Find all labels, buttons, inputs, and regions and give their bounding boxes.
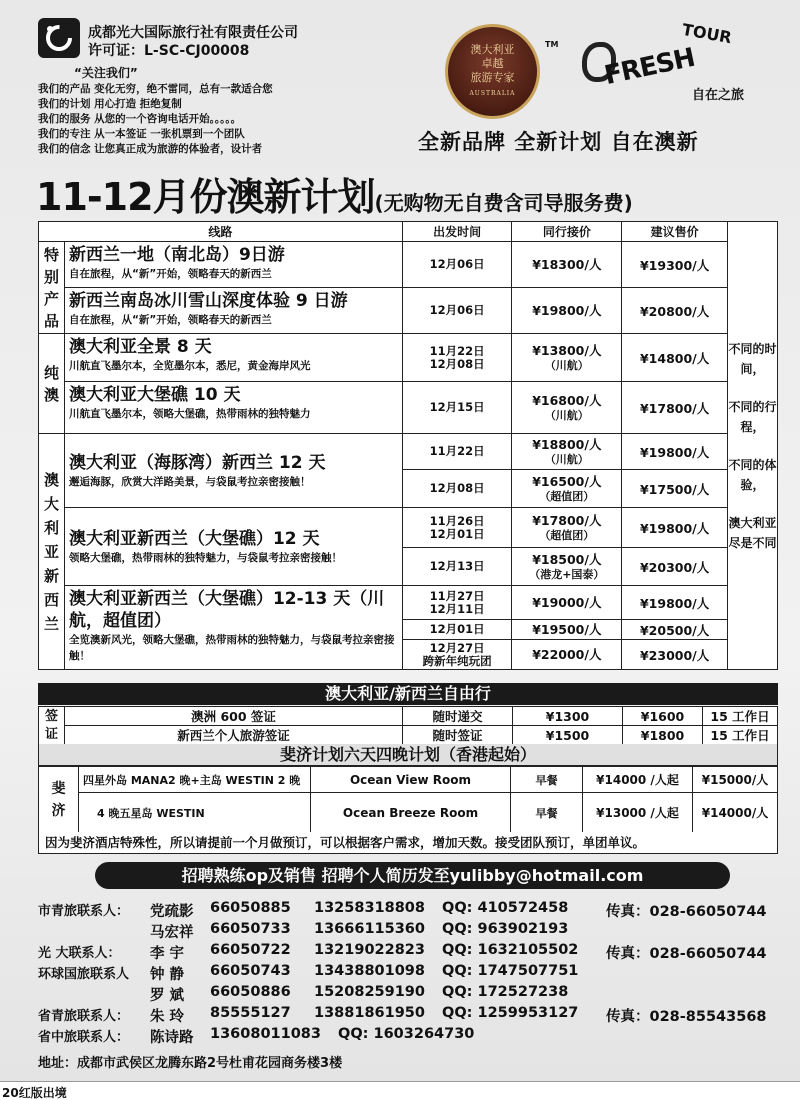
header-trade-price: 同行接价	[512, 222, 622, 242]
contact-phone: 66050722	[210, 942, 291, 958]
contact-qq: QQ: 410572458	[442, 900, 569, 916]
trade-price: ¥19800/人	[512, 288, 622, 334]
contact-mobile: 13219022823	[314, 942, 425, 958]
company-logo-icon	[38, 18, 80, 58]
side-note-line: 澳大利亚尽是不同	[728, 515, 777, 550]
table-row	[39, 334, 778, 382]
brand-fresh: FRESH	[601, 42, 698, 92]
contact-mobile: 13258318808	[314, 900, 425, 916]
route-name: 新西兰南岛冰川雪山深度体验 9 日游	[68, 291, 348, 311]
trade-price	[512, 508, 622, 548]
visa-retail: ¥1800	[623, 726, 703, 745]
badge-line: 卓越	[481, 56, 504, 70]
fiji-meal: 早餐	[511, 767, 583, 793]
retail-price: ¥20300/人	[622, 548, 728, 586]
date-text: 11月26日 12月01日	[429, 513, 485, 541]
table-row	[39, 726, 778, 745]
contact-phone: 13608011083	[210, 1026, 321, 1042]
route-desc: 邂逅海豚，欣赏大洋路美景，与袋鼠考拉亲密接触！	[68, 475, 311, 488]
contact-qq: QQ: 1632105502	[442, 942, 579, 958]
route-desc: 自在旅程，从“新”开始，领略春天的新西兰	[68, 314, 272, 326]
contact-fax: 传真：028-66050744	[606, 904, 767, 920]
slogan-line: 我们的服务 从您的一个咨询电话开始。。。。。	[38, 113, 242, 125]
trade-price	[512, 334, 622, 382]
category-aus-nz	[39, 434, 65, 670]
route-name: 新西兰一地（南北岛）9日游	[68, 245, 285, 265]
badge-small-text: AUSTRALIA	[469, 89, 516, 97]
trade-price	[512, 382, 622, 434]
date-text: 11月27日 12月11日	[429, 588, 485, 616]
trade-price: ¥22000/人	[512, 640, 622, 670]
retail-price: ¥14800/人	[622, 334, 728, 382]
price-value: ¥13800/人	[532, 342, 602, 358]
contact-agency: 市青旅联系人：	[38, 904, 130, 919]
contacts-list	[38, 900, 783, 1047]
table-row	[39, 288, 778, 334]
badge-line: 澳大利亚	[470, 42, 515, 56]
visa-table	[38, 706, 778, 745]
fiji-price: ¥13000 /人起	[583, 793, 693, 833]
slogan-line: 我们的专注 从一本签证 一张机票到一个团队	[38, 128, 245, 140]
contact-person: 李 宇	[150, 946, 185, 962]
visa-days: 15 工作日	[703, 726, 778, 745]
contact-phone: 66050886	[210, 984, 291, 1000]
contact-fax: 传真：028-85543568	[606, 1009, 767, 1025]
retail-price: ¥19800/人	[622, 586, 728, 620]
departure-date: 12月15日	[402, 382, 512, 434]
visa-price: ¥1300	[513, 707, 623, 726]
contact-mobile: 13881861950	[314, 1005, 425, 1021]
fiji-band: 斐济计划六天四晚计划（香港起始）	[38, 744, 778, 766]
header-route: 线路	[39, 222, 403, 242]
table-row	[39, 793, 778, 833]
trade-price: ¥19500/人	[512, 620, 622, 640]
visa-timing: 随时签证	[403, 726, 513, 745]
contact-agency: 省青旅联系人：	[38, 1009, 130, 1024]
trade-price	[512, 470, 622, 508]
contact-person: 马宏祥	[150, 925, 194, 941]
visa-name: 新西兰个人旅游签证	[65, 726, 403, 745]
contact-row	[38, 942, 783, 963]
fresh-tour-logo	[582, 19, 752, 107]
brand-ziyou: 自在之旅	[692, 88, 745, 103]
visa-label	[39, 707, 65, 745]
price-note: （川航）	[544, 408, 589, 422]
route-cell	[64, 508, 402, 586]
australia-expert-badge	[445, 24, 540, 119]
fiji-retail: ¥15000/人	[693, 767, 778, 793]
fiji-retail: ¥14000/人	[693, 793, 778, 833]
route-cell	[64, 334, 402, 382]
table-row	[39, 434, 778, 470]
contact-qq: QQ: 1747507751	[442, 963, 579, 979]
contact-person: 党疏影	[150, 904, 194, 920]
address: 地址：成都市武侯区龙腾东路2号杜甫花园商务楼3楼	[38, 1056, 343, 1071]
contact-mobile: 15208259190	[314, 984, 425, 1000]
retail-price: ¥20800/人	[622, 288, 728, 334]
route-cell	[64, 586, 402, 670]
visa-label-text: 签证	[44, 708, 58, 742]
price-value: ¥18800/人	[532, 436, 602, 452]
route-name: 澳大利亚新西兰（大堡礁）12-13 天（川航，超值团）	[68, 589, 385, 631]
contact-phone: 85555127	[210, 1005, 291, 1021]
table-row	[39, 707, 778, 726]
date-text: 12月27日 跨新年纯玩团	[422, 640, 492, 668]
contact-person: 钟 静	[150, 967, 185, 983]
trade-price: ¥19000/人	[512, 586, 622, 620]
price-value: ¥16800/人	[532, 392, 602, 408]
contact-row	[38, 984, 783, 1005]
departure-date: 12月13日	[402, 548, 512, 586]
price-value: ¥16500/人	[532, 473, 602, 489]
main-title	[36, 166, 633, 221]
fiji-meal: 早餐	[511, 793, 583, 833]
contact-agency: 光 大联系人：	[38, 946, 121, 961]
price-note: （超值团）	[539, 489, 595, 503]
contact-mobile: 13666115360	[314, 921, 425, 937]
tagline: 全新品牌 全新计划 自在澳新	[418, 130, 699, 154]
side-note-line: 不同的体验，	[728, 457, 777, 492]
slogan-list	[38, 82, 418, 157]
slogan-line: 我们的产品 变化无穷，绝不雷同，总有一款适合您	[38, 83, 273, 95]
contact-agency: 环球国旅联系人	[38, 967, 130, 982]
retail-price: ¥19300/人	[622, 242, 728, 288]
table-row	[39, 586, 778, 620]
page-footer-label: 20红版出境	[2, 1086, 67, 1100]
visa-name: 澳洲 600 签证	[65, 707, 403, 726]
route-cell	[64, 242, 402, 288]
contact-phone: 66050743	[210, 963, 291, 979]
route-desc: 自在旅程，从“新”开始，领略春天的新西兰	[68, 268, 272, 280]
slogan-line: 我们的计划 用心打造 拒绝复制	[38, 98, 182, 110]
side-note	[728, 222, 778, 670]
retail-price: ¥20500/人	[622, 620, 728, 640]
price-note: （川航）	[544, 358, 589, 372]
contact-row	[38, 963, 783, 984]
contact-row	[38, 921, 783, 942]
departure-date: 12月06日	[402, 288, 512, 334]
route-desc: 川航直飞墨尔本，全览墨尔本，悉尼，黄金海岸风光	[68, 360, 311, 372]
table-row	[39, 767, 778, 793]
trade-price	[512, 434, 622, 470]
contact-phone: 66050885	[210, 900, 291, 916]
retail-price: ¥17500/人	[622, 470, 728, 508]
contact-row	[38, 1026, 783, 1047]
retail-price: ¥19800/人	[622, 434, 728, 470]
departure-date: 11月22日	[402, 434, 512, 470]
table-header-row	[39, 222, 778, 242]
license-number: 许可证：L-SC-CJ00008	[88, 43, 250, 59]
visa-days: 15 工作日	[703, 707, 778, 726]
contact-row	[38, 1005, 783, 1026]
table-row	[39, 382, 778, 434]
route-cell	[64, 434, 402, 508]
fiji-label-text: 斐济	[51, 780, 66, 819]
departure-date	[402, 334, 512, 382]
price-note: （川航）	[544, 452, 589, 466]
side-note-line: 不同的时间，	[728, 341, 777, 376]
fiji-hotel: 四星外岛 MANA2 晚+主岛 WESTIN 2 晚	[79, 767, 311, 793]
table-row	[39, 242, 778, 288]
price-value: ¥17800/人	[532, 512, 602, 528]
side-note-line: 不同的行程，	[728, 399, 777, 434]
badge-line: 旅游专家	[470, 70, 515, 84]
category-text: 澳大利亚新西兰	[43, 470, 59, 633]
trademark-mark: TM	[545, 40, 559, 49]
brand-tour: TOUR	[680, 19, 734, 48]
fiji-table	[38, 766, 778, 833]
route-desc: 领略大堡礁，热带雨林的独特魅力，与袋鼠考拉亲密接触！	[68, 551, 342, 564]
header-retail-price: 建议售价	[622, 222, 728, 242]
route-cell	[64, 288, 402, 334]
contact-fax: 传真：028-66050744	[606, 946, 767, 962]
trade-price	[512, 548, 622, 586]
retail-price: ¥23000/人	[622, 640, 728, 670]
slogan-line: 我们的信念 让您真正成为旅游的体验者，设计者	[38, 143, 263, 155]
departure-date: 12月01日	[402, 620, 512, 640]
price-note: （港龙+国泰）	[529, 567, 605, 581]
category-special: 特别产品	[39, 242, 65, 334]
route-desc: 川航直飞墨尔本，领略大堡礁，热带雨林的独特魅力	[68, 408, 311, 420]
route-name: 澳大利亚新西兰（大堡礁）12 天	[68, 528, 320, 549]
fiji-room: Ocean View Room	[311, 767, 511, 793]
recruitment-banner: 招聘熟练op及销售 招聘个人简历发至yulibby@hotmail.com	[95, 862, 730, 889]
departure-date: 12月08日	[402, 470, 512, 508]
table-row	[39, 508, 778, 548]
departure-date	[402, 508, 512, 548]
contact-qq: QQ: 1259953127	[442, 1005, 579, 1021]
visa-price: ¥1500	[513, 726, 623, 745]
category-australia: 纯澳	[39, 334, 65, 434]
visa-band: 澳大利亚/新西兰自由行	[38, 683, 778, 705]
departure-date	[402, 640, 512, 670]
fiji-label	[39, 767, 79, 833]
contact-row	[38, 900, 783, 921]
visa-timing: 随时递交	[403, 707, 513, 726]
fiji-room: Ocean Breeze Room	[311, 793, 511, 833]
contact-qq: QQ: 1603264730	[338, 1026, 475, 1042]
trade-price: ¥18300/人	[512, 242, 622, 288]
contact-mobile: 13438801098	[314, 963, 425, 979]
fiji-note: 因为斐济酒店特殊性，所以请提前一个月做预订，可以根据客户需求，增加天数。接受团队预订，单团单议。	[38, 832, 778, 854]
retail-price: ¥19800/人	[622, 508, 728, 548]
contact-qq: QQ: 172527238	[442, 984, 569, 1000]
route-name: 澳大利亚（海豚湾）新西兰 12 天	[68, 452, 326, 473]
contact-phone: 66050733	[210, 921, 291, 937]
route-name: 澳大利亚全景 8 天	[68, 337, 212, 357]
company-name: 成都光大国际旅行社有限责任公司	[88, 25, 298, 41]
contact-person: 朱 玲	[150, 1009, 185, 1025]
follow-us: “关注我们”	[74, 66, 138, 80]
price-note: （超值团）	[539, 528, 595, 542]
contact-person: 陈诗路	[150, 1030, 194, 1046]
fiji-hotel: 4 晚五星岛 WESTIN	[79, 793, 311, 833]
departure-date	[402, 586, 512, 620]
contact-person: 罗 斌	[150, 988, 185, 1004]
contact-agency: 省中旅联系人：	[38, 1030, 130, 1045]
route-name: 澳大利亚大堡礁 10 天	[68, 385, 241, 405]
route-cell	[64, 382, 402, 434]
tour-table	[38, 221, 778, 670]
visa-retail: ¥1600	[623, 707, 703, 726]
contact-qq: QQ: 963902193	[442, 921, 569, 937]
main-title-text: 11-12月份澳新计划	[36, 175, 375, 219]
main-subtitle: (无购物无自费含司导服务费)	[374, 191, 633, 215]
fiji-price: ¥14000 /人起	[583, 767, 693, 793]
price-value: ¥18500/人	[532, 551, 602, 567]
header-date: 出发时间	[402, 222, 512, 242]
retail-price: ¥17800/人	[622, 382, 728, 434]
departure-date: 12月06日	[402, 242, 512, 288]
route-desc: 全览澳新风光，领略大堡礁，热带雨林的独特魅力，与袋鼠考拉亲密接触！	[68, 634, 395, 662]
date-text: 11月22日 12月08日	[429, 343, 485, 371]
